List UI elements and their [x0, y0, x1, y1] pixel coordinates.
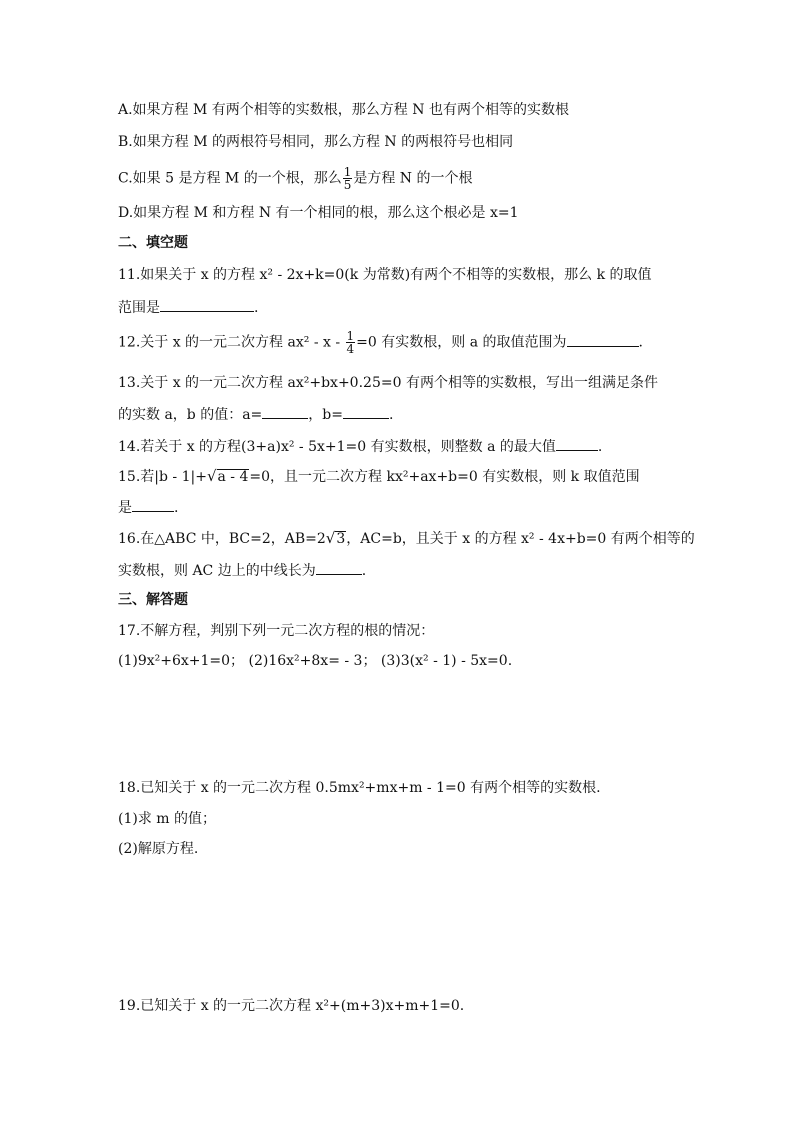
- question-14: [118, 436, 718, 457]
- question-17-line-2: (1)9x²+6x+1=0； (2)16x²+8x= - 3； (3)3(x² - 1) - 5x=0.: [118, 653, 513, 669]
- question-12: [118, 330, 718, 355]
- answer-blank[interactable]: [567, 332, 639, 347]
- question-11-line-2: [118, 297, 718, 318]
- question-13-line-1: 13.关于 x 的一元二次方程 ax²+bx+0.25=0 有两个相等的实数根，写出一组满足条件: [118, 375, 658, 391]
- question-11-period: .: [254, 300, 259, 316]
- answer-blank[interactable]: [132, 497, 174, 512]
- question-18-line-1: 18.已知关于 x 的一元二次方程 0.5mx²+mx+m - 1=0 有两个相等的实数根.: [118, 780, 601, 796]
- sqrt-radicand: a - 4: [217, 469, 249, 485]
- question-16-line-2: [118, 560, 718, 581]
- question-13-text-b: ，b=: [308, 407, 343, 423]
- option-c: [118, 166, 718, 191]
- question-19-line-1: 19.已知关于 x 的一元二次方程 x²+(m+3)x+m+1=0.: [118, 998, 465, 1014]
- option-c-text-end: 是方程 N 的一个根: [353, 170, 473, 187]
- question-15-period: .: [174, 500, 179, 516]
- section-answer-title: 三、解答题: [118, 592, 188, 608]
- question-15-text-start: 15.若|b - 1|+: [118, 469, 207, 485]
- question-16-text-start: 16.在△ABC 中，BC=2，AB=2: [118, 531, 326, 547]
- answer-blank-b[interactable]: [343, 404, 389, 419]
- question-15-text-end: =0，且一元二次方程 kx²+ax+b=0 有实数根，则 k 取值范围: [249, 469, 640, 485]
- question-14-period: .: [597, 439, 603, 455]
- question-13-text-a: 的实数 a，b 的值：a=: [118, 407, 263, 423]
- question-16-text: 实数根，则 AC 边上的中线长为: [118, 563, 316, 579]
- question-12-text-start: 12.关于 x 的一元二次方程 ax² - x -: [118, 334, 345, 351]
- question-11-line-1: 11.如果关于 x 的方程 x² - 2x+k=0(k 为常数)有两个不相等的实数根，那么 k 的取值: [118, 267, 652, 283]
- question-13-line-2: [118, 404, 718, 425]
- question-16-text-end: ，AC=b，且关于 x 的方程 x² - 4x+b=0 有两个相等的: [346, 531, 695, 547]
- question-14-text: 14.若关于 x 的方程(3+a)x² - 5x+1=0 有实数根，则整数 a 的最大值: [118, 439, 556, 455]
- question-18-part-1: (1)求 m 的值；: [118, 811, 217, 827]
- answer-blank-a[interactable]: [262, 404, 308, 419]
- question-15-line-2: [118, 497, 718, 518]
- fraction-denominator: 5: [343, 178, 352, 192]
- option-b: B.如果方程 M 的两根符号相同，那么方程 N 的两根符号也相同: [118, 134, 514, 150]
- question-12-text-mid: =0 有实数根，则 a 的取值范围为: [356, 334, 567, 351]
- sqrt-sign: √: [325, 529, 336, 547]
- answer-blank[interactable]: [316, 560, 362, 575]
- question-17-line-1: 17.不解方程，判别下列一元二次方程的根的情况：: [118, 623, 435, 639]
- fraction-numerator: 1: [346, 329, 355, 343]
- option-c-fraction: [343, 166, 353, 191]
- option-d: D.如果方程 M 和方程 N 有一个相同的根，那么这个根必是 x=1: [118, 205, 519, 221]
- question-18-part-2: (2)解原方程.: [118, 841, 199, 857]
- question-11-text: 范围是: [118, 300, 160, 316]
- option-c-text-start: C.如果 5 是方程 M 的一个根，那么: [118, 170, 342, 187]
- sqrt-radicand: 3: [336, 531, 346, 547]
- question-16-period: .: [361, 563, 367, 579]
- question-12-period: .: [638, 334, 643, 351]
- question-15-text: 是: [118, 500, 132, 516]
- question-13-period: .: [389, 407, 394, 423]
- section-fill-in-title: 二、填空题: [118, 235, 188, 251]
- fraction-denominator: 4: [346, 342, 355, 356]
- sqrt-sign: √: [206, 467, 217, 485]
- fraction-numerator: 1: [343, 165, 352, 179]
- answer-blank[interactable]: [556, 436, 598, 451]
- option-a: A.如果方程 M 有两个相等的实数根，那么方程 N 也有两个相等的实数根: [118, 102, 569, 118]
- question-15-line-1: [118, 466, 718, 487]
- answer-blank[interactable]: [160, 297, 254, 312]
- question-12-fraction: [346, 330, 356, 355]
- question-16-line-1: [118, 528, 718, 549]
